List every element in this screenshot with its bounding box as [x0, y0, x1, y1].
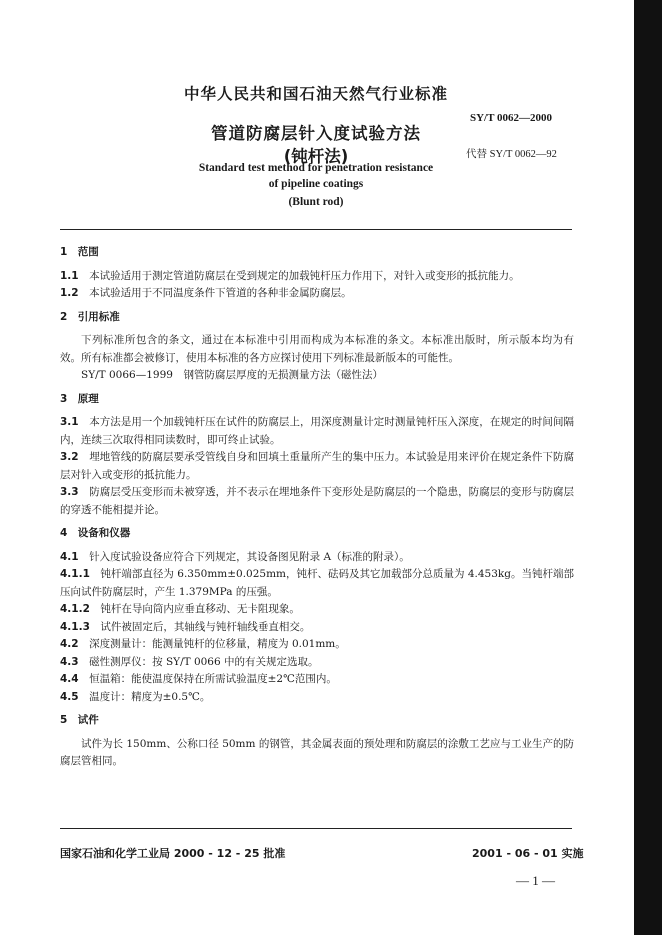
clause-number: 4.5: [60, 690, 79, 703]
english-title-line-1: Standard test method for penetration resistance: [198, 162, 434, 174]
section-heading: 1 范围: [60, 246, 99, 258]
clause: [60, 549, 574, 567]
clause-text: 深度测量计：能测量钝杆的位移量，精度为 0.01mm。: [89, 638, 346, 650]
clause: [60, 671, 574, 689]
clause-number: 4.1.3: [60, 620, 90, 633]
clause: [60, 285, 574, 303]
clause-number: 4.3: [60, 655, 79, 668]
paragraph: 试件为长 150mm、公称口径 50mm 的钢管，其金属表面的预处理和防腐层的涂敷工艺应与工业生产的防腐层管相同。: [60, 737, 574, 767]
clause: [60, 268, 574, 286]
effective-date: 2001 - 06 - 01 实施: [472, 847, 584, 860]
clause-text: 本方法是用一个加载钝杆压在试件的防腐层上，用深度测量计定时测量钝杆压入深度，在规定的时间间隔内，连续三次取得相同读数时，即可终止试验。: [60, 416, 575, 446]
document-body: [60, 244, 574, 771]
clause-text: 针入度试验设备应符合下列规定，其设备图见附录 A（标准的附录）。: [89, 550, 410, 563]
page-number: — 1 —: [516, 873, 555, 888]
clause-number: 3.1: [60, 416, 79, 428]
clause-text: 钝杆在导向筒内应垂直移动、无卡阻现象。: [100, 603, 300, 615]
section-heading: 2 引用标准: [60, 310, 120, 323]
section-heading: 5 试件: [60, 714, 99, 726]
industry-standard-title: 中华人民共和国石油天然气行业标准: [183, 85, 448, 103]
clause-number: 4.2: [60, 638, 79, 650]
document-title: 管道防腐层针入度试验方法: [211, 124, 421, 143]
document-subtitle: (钝杆法): [283, 147, 349, 166]
clause-number: 4.1.2: [60, 603, 90, 615]
section-heading: 3 原理: [60, 392, 99, 405]
scan-edge-bar: [634, 0, 662, 935]
clause: [60, 654, 574, 672]
clause-text: 本试验适用于不同温度条件下管道的各种非金属防腐层。: [89, 287, 352, 299]
english-title-line-3: (Blunt rod): [288, 196, 344, 208]
clause: [60, 689, 574, 707]
clause-text: 温度计：精度为±0.5℃。: [89, 690, 211, 703]
clause-text: 钝杆端部直径为 6.350mm±0.025mm，钝杆、砝码及其它加载部分总质量为 4.453kg。当钝杆端部压向试件防腐层时，产生 1.379MPa 的压强。: [60, 568, 575, 598]
english-title-line-2: of pipeline coatings: [268, 178, 364, 190]
clause: [60, 619, 574, 637]
clause-text: 恒温箱：能使温度保持在所需试验温度±2℃范围内。: [89, 673, 337, 685]
clause-number: 3.2: [60, 451, 79, 463]
clause-number: 3.3: [60, 486, 79, 498]
replaces-standard: 代替 SY/T 0062—92: [466, 149, 557, 160]
clause-text: 本试验适用于测定管道防腐层在受到规定的加载钝杆压力作用下，对针入或变形的抵抗能力。: [89, 269, 520, 282]
approval-statement: 国家石油和化学工业局 2000 - 12 - 25 批准: [60, 847, 286, 860]
clause-number: 1.2: [60, 287, 79, 299]
clause: [60, 414, 574, 449]
clause: [60, 636, 574, 654]
clause: [60, 484, 574, 519]
clause-text: 磁性测厚仪：按 SY/T 0066 中的有关规定选取。: [89, 655, 319, 668]
clause-text: 试件被固定后，其轴线与钝杆轴线垂直相交。: [100, 620, 311, 633]
header-divider: [60, 229, 572, 230]
clause-number: 1.1: [60, 269, 79, 282]
clause-number: 4.1: [60, 550, 79, 563]
paragraph: 下列标准所包含的条文，通过在本标准中引用而构成为本标准的条文。本标准出版时，所示版本均为有效。所有标准都会被修订，使用本标准的各方应探讨使用下列标准最新版本的可能性。: [60, 334, 574, 364]
footer-divider: [60, 828, 572, 829]
clause: [60, 601, 574, 619]
standard-number: SY/T 0062—2000: [470, 112, 553, 124]
clause-number: 4.1.1: [60, 568, 90, 580]
clause: [60, 566, 574, 601]
referenced-standard: SY/T 0066—1999 钢管防腐层厚度的无损测量方法（磁性法）: [81, 369, 383, 381]
clause-text: 埋地管线的防腐层要承受管线自身和回填土重量所产生的集中压力。本试验是用来评价在规定条件下防腐层对针入或变形的抵抗能力。: [60, 451, 575, 481]
clause: [60, 449, 574, 484]
clause-text: 防腐层受压变形而未被穿透，并不表示在埋地条件下变形处是防腐层的一个隐患，防腐层的变形与防腐层的穿透不能相提并论。: [60, 486, 575, 516]
section-heading: 4 设备和仪器: [60, 527, 131, 539]
clause-number: 4.4: [60, 673, 79, 685]
